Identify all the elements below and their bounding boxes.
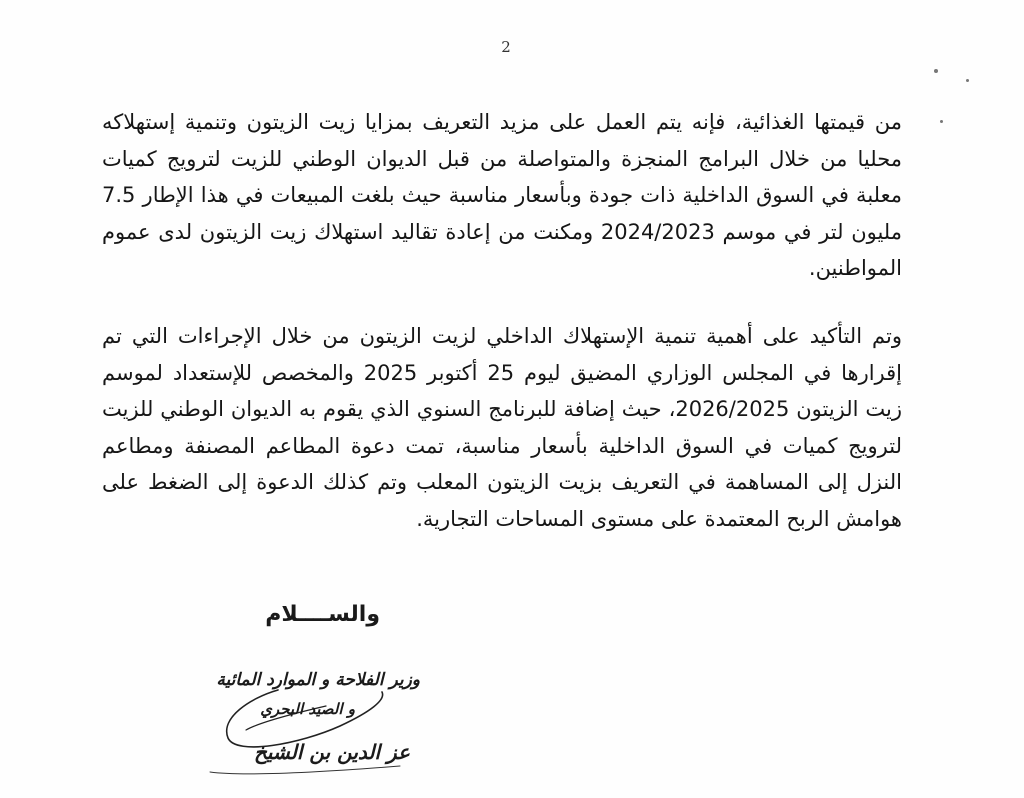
scan-speck (934, 69, 938, 73)
scan-speck (940, 120, 943, 123)
body-paragraph-1: من قيمتها الغذائية، فإنه يتم العمل على مزيد التعريف بمزايا زيت الزيتون وتنمية إستهلاكه محليا من خلال البرامج المنجزة والمتواصلة من قبل الديوان الوطني للزيت لترويج كميات معلبة في السوق الداخلية ذات جودة وبأسعار مناسبة حيث بلغت المبيعات في هذا الإطار 7.5 مليون لتر في موسم 2024/2023 ومكنت من إعادة تقاليد استهلاك زيت الزيتون لدى عموم المواطنين. (102, 110, 903, 280)
signature-name: عز الدين بن الشيخ (253, 740, 410, 764)
signature-subtitle: و الصيد البحري (260, 700, 355, 718)
signature-block (150, 660, 430, 790)
closing-text: والســــلام (265, 602, 380, 627)
closing-salutation (100, 598, 380, 648)
scan-speck (966, 79, 969, 82)
signature-title: وزير الفلاحة و الموارد المائية (216, 670, 420, 690)
page-number: 2 (501, 38, 511, 56)
body-paragraph-2: وتم التأكيد على أهمية تنمية الإستهلاك الداخلي لزيت الزيتون من خلال الإجراءات التي تم إقرارها في المجلس الوزاري المضيق ليوم 25 أكتوبر 2025 والمخصص للإستعداد لموسم زيت الزيتون 2026/2025، حيث إضافة للبرنامج السنوي الذي يقوم به الديوان الوطني للزيت لترويج كميات في السوق الداخلية بأسعار مناسبة، تمت دعوة المطاعم المصنفة ومطاعم النزل إلى المساهمة في التعريف بزيت الزيتون المعلب وتم كذلك الدعوة إلى الضغط على هوامش الربح المعتمدة على مستوى المساحات التجارية. (102, 324, 903, 531)
